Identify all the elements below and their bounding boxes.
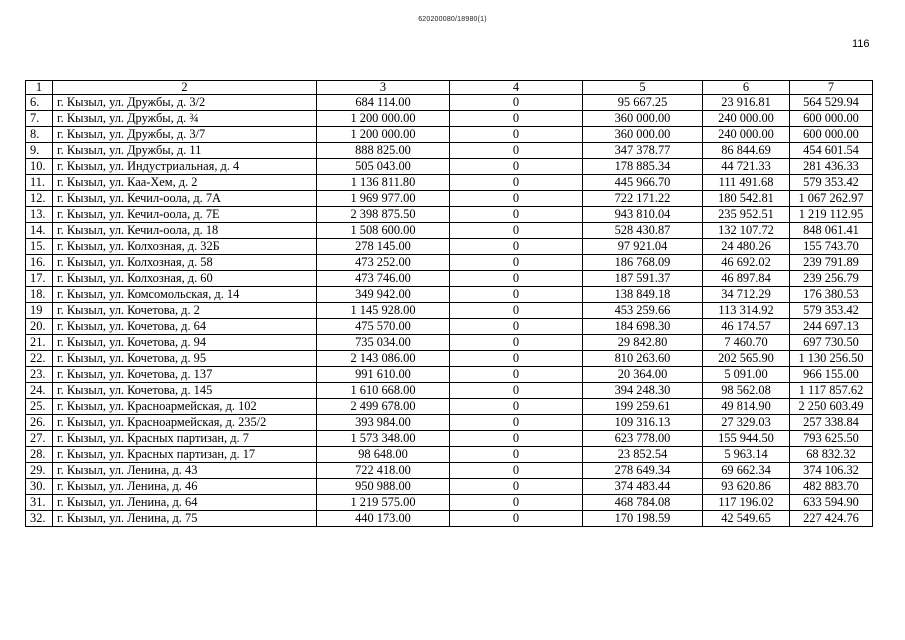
amount-col3-cell: 2 499 678.00 bbox=[317, 399, 450, 415]
table-row bbox=[26, 495, 873, 511]
amount-col4-cell: 0 bbox=[450, 463, 583, 479]
row-number-cell: 14. bbox=[26, 223, 53, 239]
amount-col3-cell: 1 200 000.00 bbox=[317, 127, 450, 143]
amount-col6-cell: 86 844.69 bbox=[703, 143, 790, 159]
header-row bbox=[26, 81, 873, 95]
amount-col5-cell: 138 849.18 bbox=[583, 287, 703, 303]
amount-col3-cell: 888 825.00 bbox=[317, 143, 450, 159]
amount-col4-cell: 0 bbox=[450, 303, 583, 319]
amount-col7-cell: 1 117 857.62 bbox=[790, 383, 873, 399]
table-row bbox=[26, 287, 873, 303]
amount-col5-cell: 97 921.04 bbox=[583, 239, 703, 255]
row-number-cell: 25. bbox=[26, 399, 53, 415]
row-number-cell: 16. bbox=[26, 255, 53, 271]
table-row bbox=[26, 127, 873, 143]
amount-col7-cell: 227 424.76 bbox=[790, 511, 873, 527]
amount-col5-cell: 95 667.25 bbox=[583, 95, 703, 111]
amount-col3-cell: 991 610.00 bbox=[317, 367, 450, 383]
amount-col4-cell: 0 bbox=[450, 143, 583, 159]
table-row bbox=[26, 431, 873, 447]
amount-col5-cell: 178 885.34 bbox=[583, 159, 703, 175]
amount-col7-cell: 2 250 603.49 bbox=[790, 399, 873, 415]
amount-col4-cell: 0 bbox=[450, 399, 583, 415]
address-cell: г. Кызыл, ул. Дружбы, д. 3/7 bbox=[53, 127, 317, 143]
amount-col4-cell: 0 bbox=[450, 207, 583, 223]
address-cell: г. Кызыл, ул. Дружбы, д. ¾ bbox=[53, 111, 317, 127]
amount-col4-cell: 0 bbox=[450, 319, 583, 335]
address-cell: г. Кызыл, ул. Кочетова, д. 64 bbox=[53, 319, 317, 335]
amount-col7-cell: 257 338.84 bbox=[790, 415, 873, 431]
header-cell-6: 6 bbox=[703, 81, 790, 95]
table-row bbox=[26, 383, 873, 399]
amount-col6-cell: 42 549.65 bbox=[703, 511, 790, 527]
address-cell: г. Кызыл, ул. Кечил-оола, д. 7А bbox=[53, 191, 317, 207]
amount-col4-cell: 0 bbox=[450, 351, 583, 367]
amount-col7-cell: 564 529.94 bbox=[790, 95, 873, 111]
amount-col5-cell: 623 778.00 bbox=[583, 431, 703, 447]
amount-col7-cell: 848 061.41 bbox=[790, 223, 873, 239]
amount-col5-cell: 278 649.34 bbox=[583, 463, 703, 479]
amount-col4-cell: 0 bbox=[450, 383, 583, 399]
header-cell-3: 3 bbox=[317, 81, 450, 95]
table-row bbox=[26, 335, 873, 351]
table-row bbox=[26, 463, 873, 479]
amount-col7-cell: 600 000.00 bbox=[790, 111, 873, 127]
amount-col5-cell: 109 316.13 bbox=[583, 415, 703, 431]
row-number-cell: 9. bbox=[26, 143, 53, 159]
address-cell: г. Кызыл, ул. Дружбы, д. 11 bbox=[53, 143, 317, 159]
amount-col6-cell: 24 480.26 bbox=[703, 239, 790, 255]
amount-col7-cell: 68 832.32 bbox=[790, 447, 873, 463]
header-cell-1: 1 bbox=[26, 81, 53, 95]
amount-col3-cell: 950 988.00 bbox=[317, 479, 450, 495]
amount-col5-cell: 445 966.70 bbox=[583, 175, 703, 191]
amount-col7-cell: 239 791.89 bbox=[790, 255, 873, 271]
amount-col6-cell: 111 491.68 bbox=[703, 175, 790, 191]
row-number-cell: 18. bbox=[26, 287, 53, 303]
page-number: 116 bbox=[852, 38, 870, 50]
row-number-cell: 30. bbox=[26, 479, 53, 495]
table-row bbox=[26, 479, 873, 495]
row-number-cell: 7. bbox=[26, 111, 53, 127]
address-cell: г. Кызыл, ул. Кечил-оола, д. 18 bbox=[53, 223, 317, 239]
table-row bbox=[26, 447, 873, 463]
amount-col3-cell: 349 942.00 bbox=[317, 287, 450, 303]
amount-col3-cell: 473 252.00 bbox=[317, 255, 450, 271]
address-cell: г. Кызыл, ул. Колхозная, д. 60 bbox=[53, 271, 317, 287]
table-row bbox=[26, 111, 873, 127]
amount-col3-cell: 393 984.00 bbox=[317, 415, 450, 431]
row-number-cell: 27. bbox=[26, 431, 53, 447]
address-cell: г. Кызыл, ул. Кочетова, д. 137 bbox=[53, 367, 317, 383]
amount-col7-cell: 454 601.54 bbox=[790, 143, 873, 159]
amount-col3-cell: 1 136 811.80 bbox=[317, 175, 450, 191]
amount-col7-cell: 633 594.90 bbox=[790, 495, 873, 511]
address-cell: г. Кызыл, ул. Красноармейская, д. 235/2 bbox=[53, 415, 317, 431]
amount-col6-cell: 132 107.72 bbox=[703, 223, 790, 239]
header-cell-2: 2 bbox=[53, 81, 317, 95]
table-row bbox=[26, 191, 873, 207]
address-cell: г. Кызыл, ул. Кочетова, д. 2 bbox=[53, 303, 317, 319]
row-number-cell: 20. bbox=[26, 319, 53, 335]
amount-col7-cell: 600 000.00 bbox=[790, 127, 873, 143]
amount-col5-cell: 528 430.87 bbox=[583, 223, 703, 239]
amount-col3-cell: 98 648.00 bbox=[317, 447, 450, 463]
row-number-cell: 24. bbox=[26, 383, 53, 399]
amount-col3-cell: 1 969 977.00 bbox=[317, 191, 450, 207]
amount-col4-cell: 0 bbox=[450, 367, 583, 383]
amount-col7-cell: 239 256.79 bbox=[790, 271, 873, 287]
amount-col4-cell: 0 bbox=[450, 127, 583, 143]
table-row bbox=[26, 159, 873, 175]
amount-col3-cell: 440 173.00 bbox=[317, 511, 450, 527]
row-number-cell: 29. bbox=[26, 463, 53, 479]
address-cell: г. Кызыл, ул. Колхозная, д. 58 bbox=[53, 255, 317, 271]
amount-col5-cell: 810 263.60 bbox=[583, 351, 703, 367]
table-row bbox=[26, 95, 873, 111]
header-cell-4: 4 bbox=[450, 81, 583, 95]
amount-col6-cell: 180 542.81 bbox=[703, 191, 790, 207]
address-cell: г. Кызыл, ул. Ленина, д. 75 bbox=[53, 511, 317, 527]
amount-col7-cell: 281 436.33 bbox=[790, 159, 873, 175]
amount-col4-cell: 0 bbox=[450, 335, 583, 351]
amount-col4-cell: 0 bbox=[450, 479, 583, 495]
amount-col6-cell: 46 174.57 bbox=[703, 319, 790, 335]
amount-col5-cell: 468 784.08 bbox=[583, 495, 703, 511]
amount-col3-cell: 2 398 875.50 bbox=[317, 207, 450, 223]
table-row bbox=[26, 511, 873, 527]
amount-col4-cell: 0 bbox=[450, 175, 583, 191]
amount-col7-cell: 482 883.70 bbox=[790, 479, 873, 495]
table-row bbox=[26, 303, 873, 319]
address-cell: г. Кызыл, ул. Красноармейская, д. 102 bbox=[53, 399, 317, 415]
amount-col6-cell: 240 000.00 bbox=[703, 127, 790, 143]
amount-col6-cell: 46 897.84 bbox=[703, 271, 790, 287]
amount-col5-cell: 29 842.80 bbox=[583, 335, 703, 351]
address-cell: г. Кызыл, ул. Кочетова, д. 145 bbox=[53, 383, 317, 399]
amount-col7-cell: 155 743.70 bbox=[790, 239, 873, 255]
amount-col6-cell: 235 952.51 bbox=[703, 207, 790, 223]
amount-col5-cell: 199 259.61 bbox=[583, 399, 703, 415]
row-number-cell: 15. bbox=[26, 239, 53, 255]
amount-col6-cell: 34 712.29 bbox=[703, 287, 790, 303]
row-number-cell: 12. bbox=[26, 191, 53, 207]
amount-col7-cell: 176 380.53 bbox=[790, 287, 873, 303]
amount-col4-cell: 0 bbox=[450, 159, 583, 175]
amount-col3-cell: 1 200 000.00 bbox=[317, 111, 450, 127]
amount-col7-cell: 579 353.42 bbox=[790, 175, 873, 191]
amount-col6-cell: 202 565.90 bbox=[703, 351, 790, 367]
table-row bbox=[26, 271, 873, 287]
amount-col3-cell: 1 219 575.00 bbox=[317, 495, 450, 511]
amount-col6-cell: 44 721.33 bbox=[703, 159, 790, 175]
amount-col7-cell: 1 130 256.50 bbox=[790, 351, 873, 367]
row-number-cell: 23. bbox=[26, 367, 53, 383]
amount-col4-cell: 0 bbox=[450, 271, 583, 287]
amount-col3-cell: 735 034.00 bbox=[317, 335, 450, 351]
amount-col7-cell: 1 219 112.95 bbox=[790, 207, 873, 223]
amount-col4-cell: 0 bbox=[450, 495, 583, 511]
amount-col4-cell: 0 bbox=[450, 223, 583, 239]
amount-col3-cell: 475 570.00 bbox=[317, 319, 450, 335]
row-number-cell: 11. bbox=[26, 175, 53, 191]
table-row bbox=[26, 255, 873, 271]
amount-col7-cell: 1 067 262.97 bbox=[790, 191, 873, 207]
table-row bbox=[26, 143, 873, 159]
amount-col5-cell: 722 171.22 bbox=[583, 191, 703, 207]
amount-col7-cell: 579 353.42 bbox=[790, 303, 873, 319]
amount-col5-cell: 374 483.44 bbox=[583, 479, 703, 495]
amount-col3-cell: 1 610 668.00 bbox=[317, 383, 450, 399]
amount-col7-cell: 966 155.00 bbox=[790, 367, 873, 383]
amount-col5-cell: 20 364.00 bbox=[583, 367, 703, 383]
row-number-cell: 26. bbox=[26, 415, 53, 431]
table-row bbox=[26, 223, 873, 239]
table-row bbox=[26, 351, 873, 367]
address-cell: г. Кызыл, ул. Кочетова, д. 95 bbox=[53, 351, 317, 367]
address-cell: г. Кызыл, ул. Каа-Хем, д. 2 bbox=[53, 175, 317, 191]
amount-col6-cell: 155 944.50 bbox=[703, 431, 790, 447]
amount-col4-cell: 0 bbox=[450, 415, 583, 431]
amount-col5-cell: 23 852.54 bbox=[583, 447, 703, 463]
address-cell: г. Кызыл, ул. Колхозная, д. 32Б bbox=[53, 239, 317, 255]
row-number-cell: 32. bbox=[26, 511, 53, 527]
amount-col6-cell: 93 620.86 bbox=[703, 479, 790, 495]
address-cell: г. Кызыл, ул. Кечил-оола, д. 7Е bbox=[53, 207, 317, 223]
amount-col3-cell: 473 746.00 bbox=[317, 271, 450, 287]
amount-col3-cell: 1 573 348.00 bbox=[317, 431, 450, 447]
row-number-cell: 28. bbox=[26, 447, 53, 463]
address-cell: г. Кызыл, ул. Ленина, д. 64 bbox=[53, 495, 317, 511]
amount-col6-cell: 117 196.02 bbox=[703, 495, 790, 511]
register-table-body bbox=[26, 81, 873, 527]
address-cell: г. Кызыл, ул. Дружбы, д. 3/2 bbox=[53, 95, 317, 111]
amount-col6-cell: 113 314.92 bbox=[703, 303, 790, 319]
table-row bbox=[26, 239, 873, 255]
register-table bbox=[25, 80, 873, 527]
row-number-cell: 21. bbox=[26, 335, 53, 351]
amount-col7-cell: 697 730.50 bbox=[790, 335, 873, 351]
amount-col3-cell: 1 508 600.00 bbox=[317, 223, 450, 239]
amount-col7-cell: 793 625.50 bbox=[790, 431, 873, 447]
amount-col6-cell: 27 329.03 bbox=[703, 415, 790, 431]
amount-col4-cell: 0 bbox=[450, 511, 583, 527]
row-number-cell: 17. bbox=[26, 271, 53, 287]
amount-col4-cell: 0 bbox=[450, 95, 583, 111]
amount-col5-cell: 184 698.30 bbox=[583, 319, 703, 335]
amount-col4-cell: 0 bbox=[450, 431, 583, 447]
address-cell: г. Кызыл, ул. Комсомольская, д. 14 bbox=[53, 287, 317, 303]
table-row bbox=[26, 367, 873, 383]
table-row bbox=[26, 175, 873, 191]
amount-col6-cell: 69 662.34 bbox=[703, 463, 790, 479]
amount-col6-cell: 5 963.14 bbox=[703, 447, 790, 463]
amount-col3-cell: 278 145.00 bbox=[317, 239, 450, 255]
address-cell: г. Кызыл, ул. Ленина, д. 43 bbox=[53, 463, 317, 479]
amount-col3-cell: 2 143 086.00 bbox=[317, 351, 450, 367]
address-cell: г. Кызыл, ул. Индустриальная, д. 4 bbox=[53, 159, 317, 175]
row-number-cell: 10. bbox=[26, 159, 53, 175]
amount-col6-cell: 240 000.00 bbox=[703, 111, 790, 127]
amount-col5-cell: 347 378.77 bbox=[583, 143, 703, 159]
amount-col6-cell: 49 814.90 bbox=[703, 399, 790, 415]
amount-col3-cell: 505 043.00 bbox=[317, 159, 450, 175]
amount-col6-cell: 98 562.08 bbox=[703, 383, 790, 399]
header-cell-7: 7 bbox=[790, 81, 873, 95]
amount-col4-cell: 0 bbox=[450, 111, 583, 127]
row-number-cell: 31. bbox=[26, 495, 53, 511]
address-cell: г. Кызыл, ул. Красных партизан, д. 7 bbox=[53, 431, 317, 447]
table-row bbox=[26, 319, 873, 335]
amount-col5-cell: 360 000.00 bbox=[583, 127, 703, 143]
address-cell: г. Кызыл, ул. Красных партизан, д. 17 bbox=[53, 447, 317, 463]
amount-col5-cell: 187 591.37 bbox=[583, 271, 703, 287]
row-number-cell: 13. bbox=[26, 207, 53, 223]
amount-col7-cell: 244 697.13 bbox=[790, 319, 873, 335]
address-cell: г. Кызыл, ул. Ленина, д. 46 bbox=[53, 479, 317, 495]
row-number-cell: 19 bbox=[26, 303, 53, 319]
amount-col5-cell: 360 000.00 bbox=[583, 111, 703, 127]
amount-col4-cell: 0 bbox=[450, 239, 583, 255]
amount-col6-cell: 46 692.02 bbox=[703, 255, 790, 271]
amount-col5-cell: 170 198.59 bbox=[583, 511, 703, 527]
address-cell: г. Кызыл, ул. Кочетова, д. 94 bbox=[53, 335, 317, 351]
amount-col4-cell: 0 bbox=[450, 191, 583, 207]
row-number-cell: 8. bbox=[26, 127, 53, 143]
amount-col6-cell: 7 460.70 bbox=[703, 335, 790, 351]
document-id: 620200080/18980(1) bbox=[418, 16, 487, 23]
header-cell-5: 5 bbox=[583, 81, 703, 95]
amount-col3-cell: 722 418.00 bbox=[317, 463, 450, 479]
amount-col5-cell: 453 259.66 bbox=[583, 303, 703, 319]
amount-col4-cell: 0 bbox=[450, 255, 583, 271]
amount-col4-cell: 0 bbox=[450, 447, 583, 463]
table-row bbox=[26, 207, 873, 223]
table-row bbox=[26, 415, 873, 431]
row-number-cell: 22. bbox=[26, 351, 53, 367]
amount-col5-cell: 394 248.30 bbox=[583, 383, 703, 399]
row-number-cell: 6. bbox=[26, 95, 53, 111]
amount-col7-cell: 374 106.32 bbox=[790, 463, 873, 479]
table-row bbox=[26, 399, 873, 415]
amount-col4-cell: 0 bbox=[450, 287, 583, 303]
amount-col6-cell: 5 091.00 bbox=[703, 367, 790, 383]
amount-col5-cell: 943 810.04 bbox=[583, 207, 703, 223]
amount-col3-cell: 684 114.00 bbox=[317, 95, 450, 111]
amount-col5-cell: 186 768.09 bbox=[583, 255, 703, 271]
amount-col6-cell: 23 916.81 bbox=[703, 95, 790, 111]
amount-col3-cell: 1 145 928.00 bbox=[317, 303, 450, 319]
